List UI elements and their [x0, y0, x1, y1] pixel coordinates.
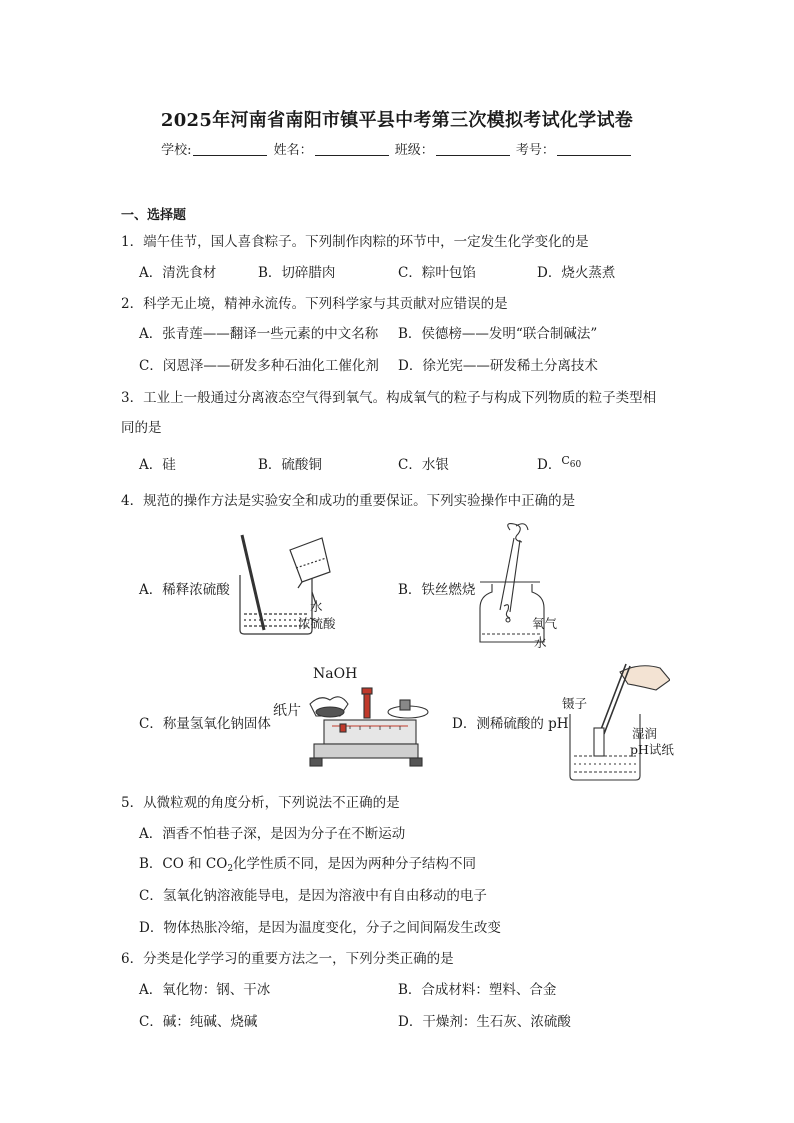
figure-dilute-acid — [230, 530, 360, 640]
question-4-stem: 4．规范的操作方法是实验安全和成功的重要保证。下列实验操作中正确的是 — [121, 493, 576, 509]
q5-option-c: C．氢氧化钠溶液能导电，是因为溶液中有自由移动的电子 — [139, 888, 487, 904]
exam-number-label: 考号： — [515, 143, 555, 158]
question-3-stem-line1: 3．工业上一般通过分离液态空气得到氧气。构成氧气的粒子与构成下列物质的粒子类型相 — [121, 390, 657, 406]
q4-option-b: B．铁丝燃烧 — [398, 582, 476, 598]
class-label: 班级： — [394, 143, 434, 158]
q2-option-c: C．闵恩泽——研发多种石油化工催化剂 — [139, 358, 379, 374]
q3-option-d — [537, 453, 581, 475]
label-naoh: NaOH — [313, 666, 358, 682]
q6-option-c: C．碱：纯碱、烧碱 — [139, 1014, 258, 1030]
label-water: 水 — [310, 599, 323, 614]
question-5-stem: 5．从微粒观的角度分析，下列说法不正确的是 — [121, 795, 400, 811]
q5-option-d: D．物体热胀冷缩，是因为温度变化，分子之间间隔发生改变 — [139, 920, 501, 936]
q4-option-a: A．稀释浓硫酸 — [139, 582, 230, 598]
q3-option-b: B．硫酸铜 — [258, 457, 322, 473]
question-1-stem: 1．端午佳节，国人喜食粽子。下列制作肉粽的环节中，一定发生化学变化的是 — [121, 234, 589, 250]
q4-option-d: D．测稀硫酸的 pH — [452, 716, 569, 732]
q6-option-b: B．合成材料：塑料、合金 — [398, 982, 557, 998]
question-2-stem: 2．科学无止境，精神永流传。下列科学家与其贡献对应错误的是 — [121, 296, 508, 312]
question-3-stem-line2: 同的是 — [121, 420, 162, 436]
q6-option-a: A．氧化物：钢、干冰 — [139, 982, 271, 998]
q1-option-d: D．烧火蒸煮 — [537, 265, 616, 281]
q6-option-d: D．干燥剂：生石灰、浓硫酸 — [398, 1014, 571, 1030]
label-water-2: 水 — [534, 635, 547, 650]
q5-option-a: A．酒香不怕巷子深，是因为分子在不断运动 — [139, 826, 406, 842]
section-heading: 一、选择题 — [121, 208, 187, 223]
label-tweezers: 镊子 — [562, 696, 588, 711]
student-info-line — [0, 139, 794, 158]
q1-option-c: C．粽叶包馅 — [398, 265, 476, 281]
class-blank[interactable] — [436, 143, 510, 156]
q2-option-d: D．徐光宪——研发稀土分离技术 — [398, 358, 598, 374]
q1-option-a: A．清洗食材 — [139, 265, 217, 281]
school-blank[interactable] — [193, 143, 267, 156]
label-concentrated-acid: 浓硫酸 — [298, 616, 336, 631]
exam-title: 2025年河南省南阳市镇平县中考第三次模拟考试化学试卷 — [160, 110, 634, 131]
q3-option-a: A．硅 — [139, 457, 176, 473]
label-ph-paper: pH试纸 — [630, 742, 674, 757]
school-label: 学校: — [161, 143, 192, 158]
label-oxygen: 氧气 — [532, 616, 558, 631]
label-paper: 纸片 — [273, 703, 301, 719]
q3-option-c: C．水银 — [398, 457, 449, 473]
q5-option-b: B．CO 和 $CO_2$化学性质不同，是因为两种分子结构不同 — [139, 856, 477, 874]
name-blank[interactable] — [315, 143, 389, 156]
label-wet: 湿润 — [632, 726, 658, 741]
exam-number-blank[interactable] — [557, 143, 631, 156]
question-6-stem: 6．分类是化学学习的重要方法之一，下列分类正确的是 — [121, 951, 454, 967]
q2-option-a: A．张青莲——翻译一些元素的中文名称 — [139, 326, 379, 342]
name-label: 姓名： — [273, 143, 313, 158]
q3-option-d-letter: D． — [537, 457, 562, 473]
figure-ph-test — [560, 656, 670, 782]
q3-option-d-formula: C60 — [561, 454, 582, 470]
figure-balance — [300, 682, 430, 774]
q1-option-b: B．切碎腊肉 — [258, 265, 336, 281]
q2-option-b: B．侯德榜——发明“联合制碱法” — [398, 326, 598, 342]
q4-option-c: C．称量氢氧化钠固体 — [139, 716, 271, 732]
